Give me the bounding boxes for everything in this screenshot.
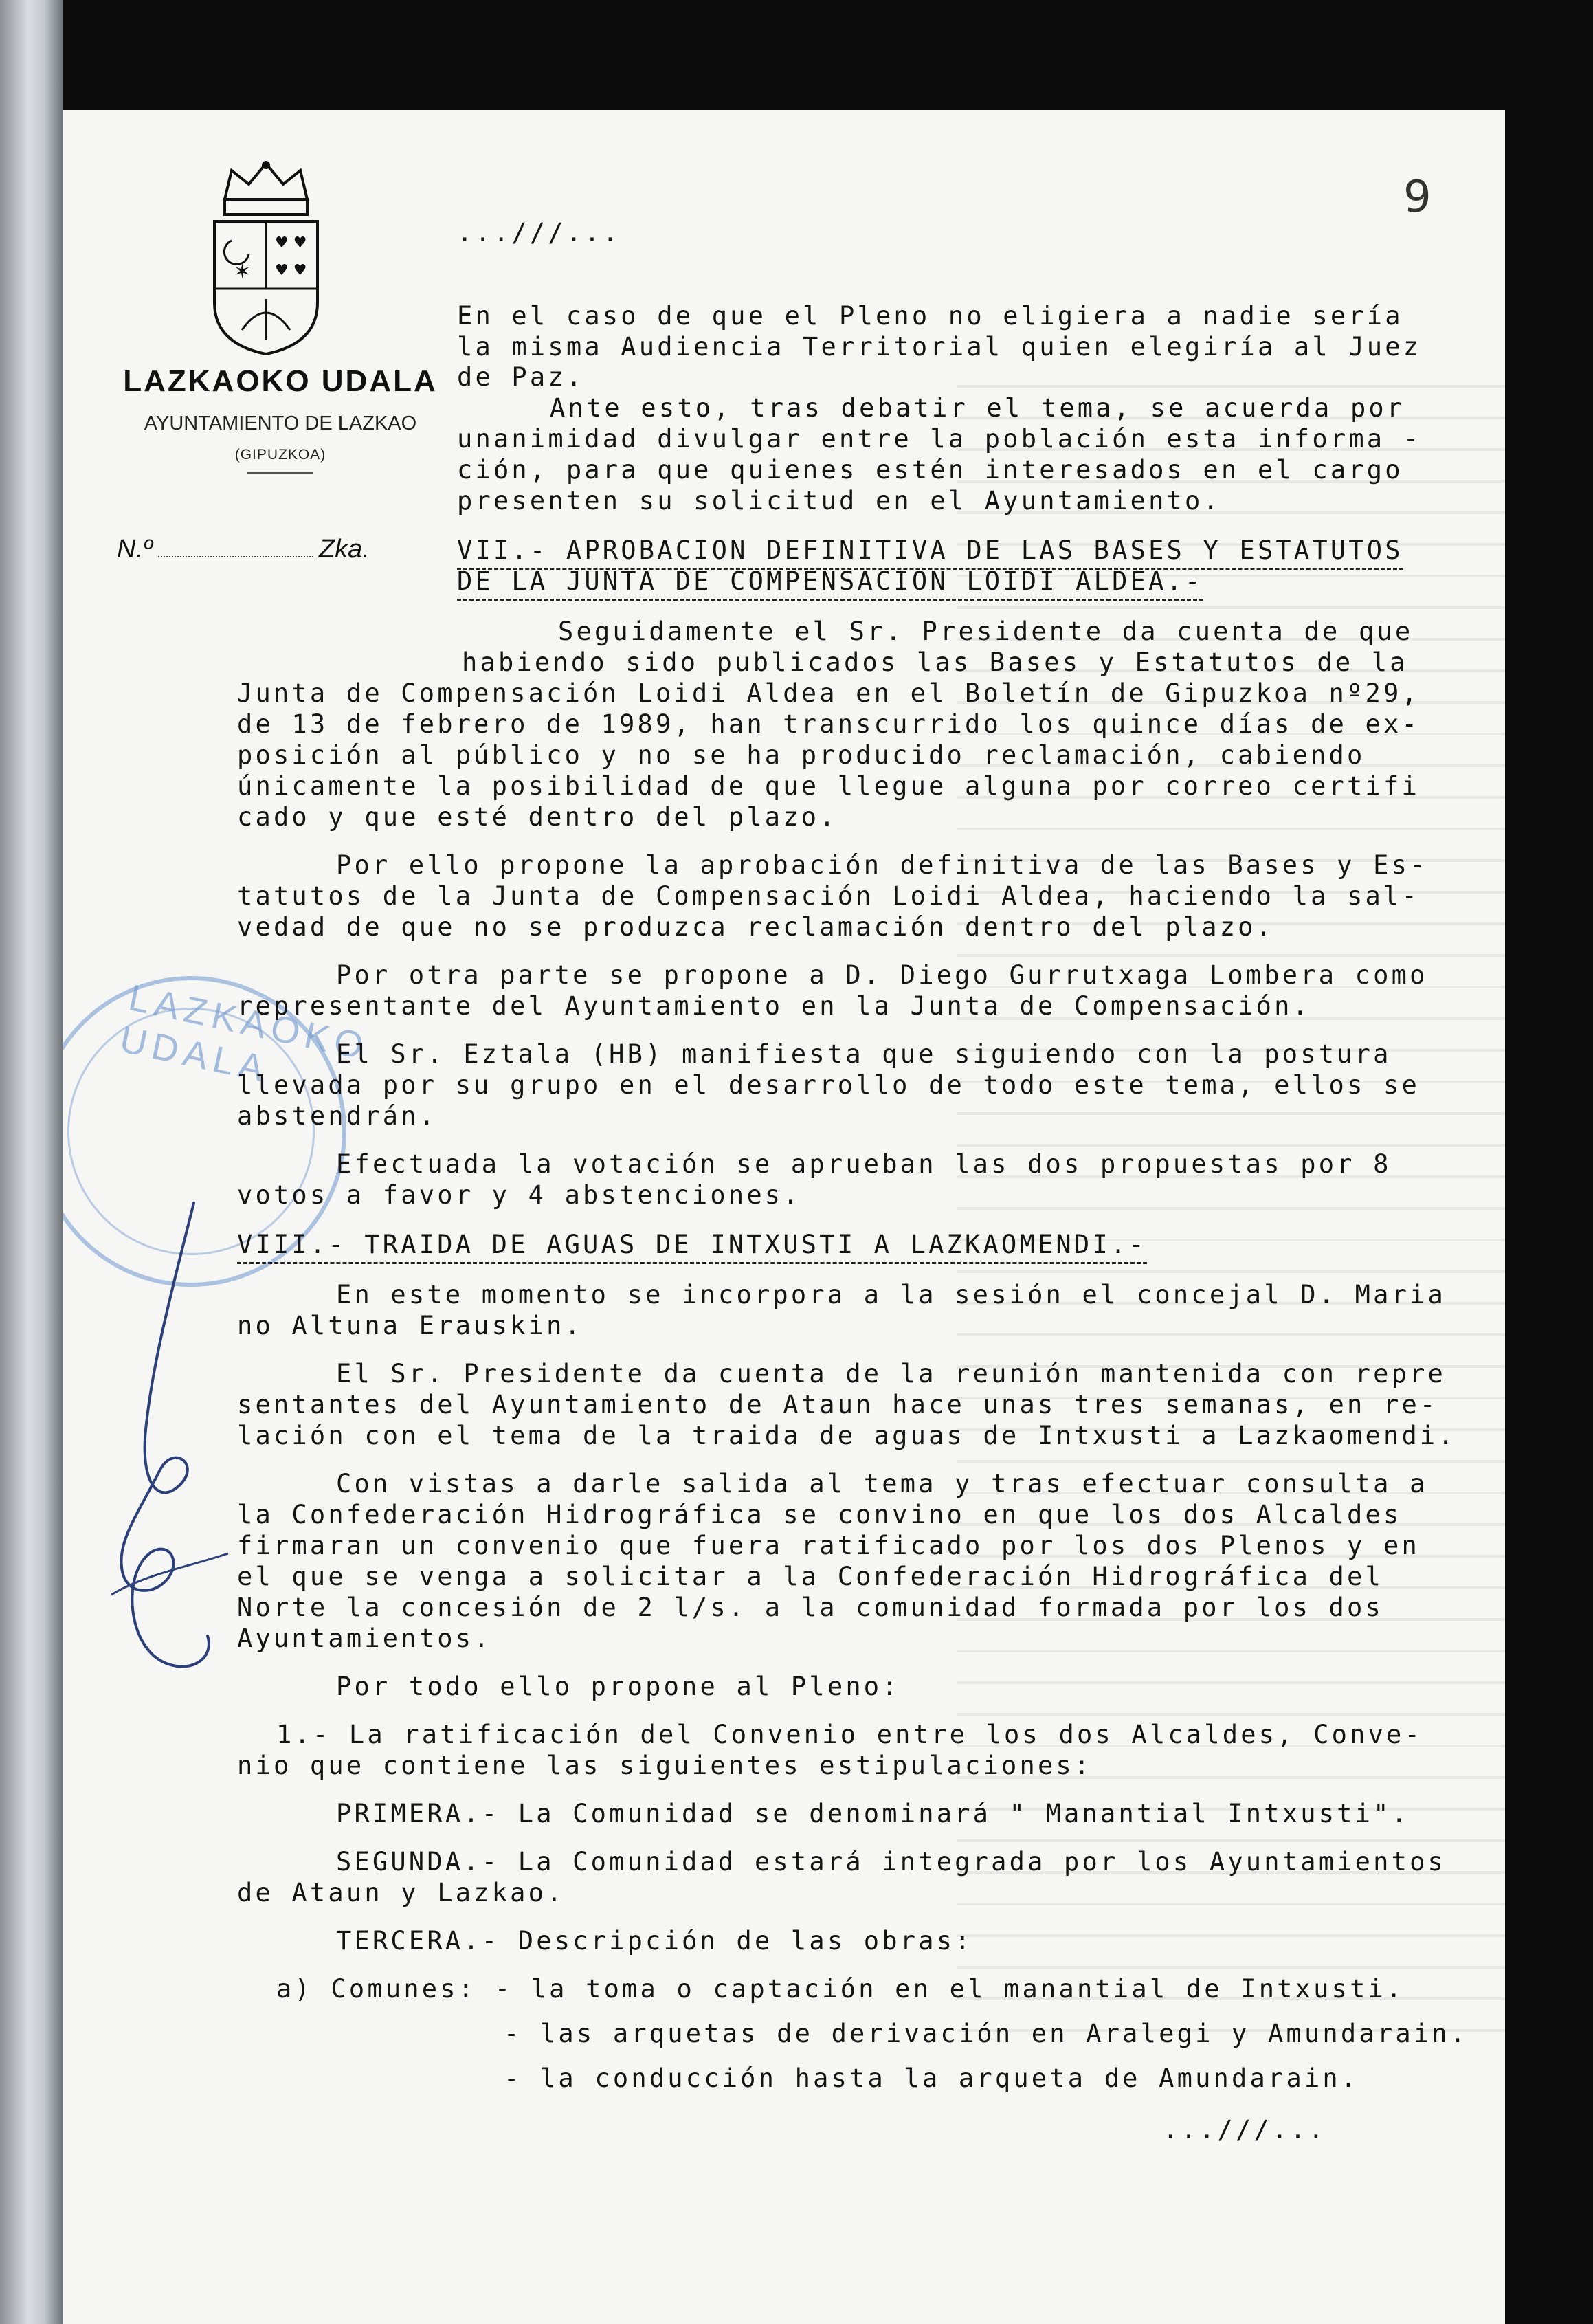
organization-name: LAZKAOKO UDALA <box>123 364 438 398</box>
text-line: la misma Audiencia Territorial quien elegiría al Juez <box>457 332 1422 362</box>
text-line: lación con el tema de la traida de aguas de Intxusti a Lazkaomendi. <box>237 1421 1456 1450</box>
text-line: firmaran un convenio que fuera ratificado por los dos Plenos y en <box>237 1531 1420 1560</box>
text-line: votos a favor y 4 abstenciones. <box>237 1180 801 1210</box>
text-line: ción, para que quienes estén interesados en el cargo <box>457 455 1403 485</box>
section-heading: VIII.- TRAIDA DE AGUAS DE INTXUSTI A LAZKAOMENDI.- <box>237 1232 1147 1257</box>
text-line: Por otra parte se propone a D. Diego Gurrutxaga Lombera como <box>336 960 1428 990</box>
text-line: SEGUNDA.- La Comunidad estará integrada por los Ayuntamientos <box>336 1847 1447 1877</box>
text-line: representante del Ayuntamiento en la Junta de Compensación. <box>237 991 1311 1021</box>
section-heading: DE LA JUNTA DE COMPENSACION LOIDI ALDEA.- <box>457 568 1203 594</box>
text-line: En este momento se incorpora a la sesión el concejal D. Maria <box>336 1280 1447 1309</box>
text-line: sentantes del Ayuntamiento de Ataun hace unas tres semanas, en re- <box>237 1390 1438 1419</box>
stamp-text: LAZKAOKO UDALA <box>116 977 372 1091</box>
text-line: 1.- La ratificación del Convenio entre los dos Alcaldes, Conve- <box>276 1720 1423 1749</box>
text-line: PRIMERA.- La Comunidad se denominará " Manantial Intxusti". <box>336 1799 1410 1828</box>
text-line: Ante esto, tras debatir el tema, se acuerda por <box>550 393 1405 423</box>
text-line: TERCERA.- Descripción de las obras: <box>336 1926 973 1956</box>
text-line: El Sr. Presidente da cuenta de la reunión mantenida con repre <box>336 1359 1447 1388</box>
page-number: 9 <box>1403 172 1432 223</box>
text-line: - la conducción hasta la arqueta de Amundarain. <box>504 2063 1359 2093</box>
text-line: En el caso de que el Pleno no eligiera a nadie sería <box>457 301 1403 331</box>
text-line: unanimidad divulgar entre la población esta informa - <box>457 424 1422 454</box>
text-line: únicamente la posibilidad de que llegue alguna por correo certifi <box>237 771 1420 801</box>
section-heading: VII.- APROBACION DEFINITIVA DE LAS BASES Y ESTATUTOS <box>457 538 1403 563</box>
book-binding <box>0 0 63 2324</box>
ref-number-label: N.º <box>117 535 153 564</box>
text-line: abstendrán. <box>237 1101 438 1131</box>
text-line: vedad de que no se produzca reclamación dentro del plazo. <box>237 912 1275 942</box>
continuation-mark-bottom: ...///... <box>1163 2115 1327 2145</box>
text-line: llevada por su grupo en el desarrollo de todo este tema, ellos se <box>237 1070 1420 1100</box>
text-line: a) Comunes: - la toma o captación en el manantial de Intxusti. <box>276 1974 1405 2004</box>
continuation-mark-top: ...///... <box>457 218 621 247</box>
text-line: de 13 de febrero de 1989, han transcurrido los quince días de ex- <box>237 709 1420 739</box>
province: (GIPUZKOA) <box>234 447 326 463</box>
text-line: - las arquetas de derivación en Aralegi y Amundarain. <box>504 2019 1469 2048</box>
text-line: cado y que esté dentro del plazo. <box>237 802 838 832</box>
svg-text:✶: ✶ <box>234 260 252 284</box>
svg-text:♥ ♥: ♥ ♥ <box>275 262 307 279</box>
ref-zka-label: Zka. <box>318 535 370 564</box>
organization-subtitle: AYUNTAMIENTO DE LAZKAO <box>144 412 417 434</box>
text-line: Junta de Compensación Loidi Aldea en el Boletín de Gipuzkoa nº29, <box>237 678 1420 708</box>
text-line: de Ataun y Lazkao. <box>237 1878 565 1907</box>
text-line: de Paz. <box>457 362 585 392</box>
text-line: Por todo ello propone al Pleno: <box>336 1672 900 1701</box>
text-line: habiendo sido publicados las Bases y Estatutos de la <box>462 648 1408 677</box>
text-line: Norte la concesión de 2 l/s. a la comunidad formada por los dos <box>237 1593 1383 1622</box>
svg-text:♥ ♥: ♥ ♥ <box>275 234 307 252</box>
text-line: El Sr. Eztala (HB) manifiesta que siguiendo con la postura <box>336 1039 1392 1069</box>
text-line: Por ello propone la aprobación definitiva de las Bases y Es- <box>336 850 1428 880</box>
text-line: nio que contiene las siguientes estipulaciones: <box>237 1751 1093 1780</box>
text-line: la Confederación Hidrográfica se convino en que los dos Alcaldes <box>237 1500 1402 1529</box>
text-line: no Altuna Erauskin. <box>237 1311 583 1340</box>
text-line: Efectuada la votación se aprueban las dos propuestas por 8 <box>336 1149 1392 1179</box>
text-line: Ayuntamientos. <box>237 1624 492 1653</box>
text-line: posición al público y no se ha producido reclamación, cabiendo <box>237 740 1366 770</box>
signature <box>91 1182 242 1705</box>
text-line: Seguidamente el Sr. Presidente da cuenta de que <box>558 617 1414 646</box>
text-line: presenten su solicitud en el Ayuntamiento. <box>457 486 1221 516</box>
coat-of-arms-icon <box>194 158 338 357</box>
text-line: el que se venga a solicitar a la Confederación Hidrográfica del <box>237 1562 1383 1591</box>
text-line: tatutos de la Junta de Compensación Loidi Aldea, haciendo la sal- <box>237 881 1420 911</box>
text-line: Con vistas a darle salida al tema y tras efectuar consulta a <box>336 1469 1428 1498</box>
header-divider <box>247 472 313 474</box>
document-page <box>63 110 1505 2324</box>
reference-number-field <box>117 535 370 564</box>
